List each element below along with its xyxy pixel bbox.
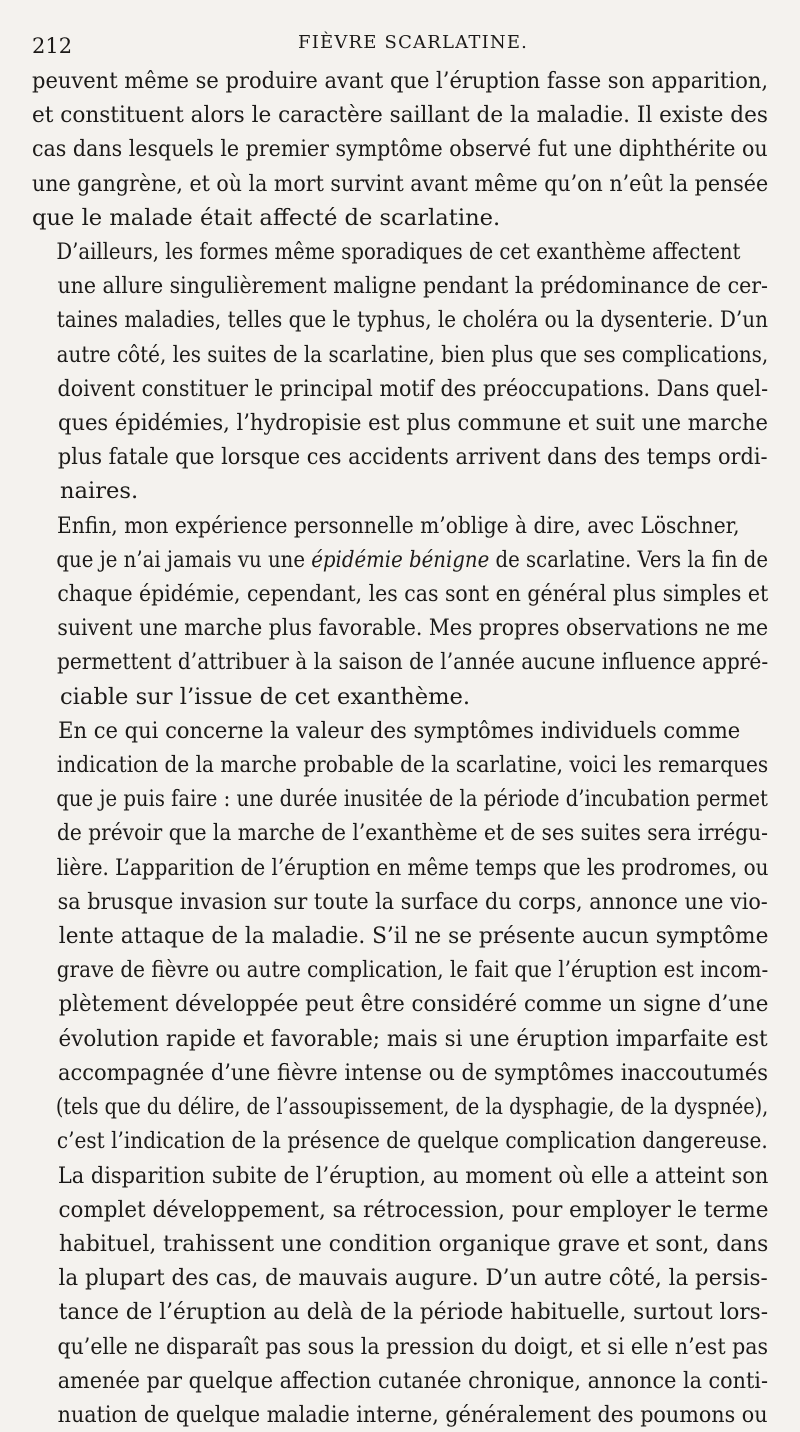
text-segment: complet développement, sa rétrocession, pour employer le terme bbox=[58, 1196, 769, 1223]
text-segment: grave de fièvre ou autre complication, le fait que l’éruption est incom- bbox=[56, 957, 769, 984]
text-line bbox=[32, 1398, 768, 1432]
text-line bbox=[32, 167, 769, 201]
text-segment: lière. L’apparition de l’éruption en même temps que les prodromes, ou bbox=[56, 854, 769, 881]
text-segment: c’est l’indication de la présence de quelque complication dangereuse. bbox=[56, 1128, 768, 1155]
text-line bbox=[32, 1090, 769, 1124]
text-segment: la plupart des cas, de mauvais augure. D’un autre côté, la persis- bbox=[58, 1265, 768, 1292]
text-line bbox=[32, 1364, 768, 1398]
text-segment: naires. bbox=[60, 478, 139, 505]
text-segment: lente attaque de la maladie. S’il ne se présente aucun symptôme bbox=[58, 923, 769, 950]
text-line bbox=[32, 919, 769, 953]
text-segment: que je n’ai jamais vu une bbox=[56, 546, 312, 573]
text-line bbox=[32, 235, 741, 269]
text-segment: accompagnée d’une fièvre intense ou de symptômes inaccoutumés bbox=[57, 1059, 769, 1086]
text-line bbox=[32, 1124, 768, 1158]
text-line bbox=[32, 98, 768, 132]
text-line bbox=[32, 132, 768, 166]
text-line bbox=[32, 64, 769, 98]
text-segment: suivent une marche plus favorable. Mes propres observations ne me bbox=[57, 615, 769, 642]
text-line bbox=[32, 372, 769, 406]
text-segment: chaque épidémie, cependant, les cas sont en général plus simples et bbox=[57, 581, 769, 608]
text-segment: Enfin, mon expérience personnelle m’oblige à dire, avec Löschner, bbox=[57, 512, 740, 539]
text-segment: de scarlatine. Vers la fin de bbox=[489, 546, 769, 573]
text-line bbox=[32, 816, 768, 850]
text-line bbox=[32, 1022, 768, 1056]
text-segment: cas dans lesquels le premier symptôme observé fut une diphthérite ou bbox=[32, 136, 768, 163]
text-line bbox=[32, 645, 769, 679]
text-segment: de prévoir que la marche de l’exanthème et de ses suites sera irrégu- bbox=[56, 820, 768, 847]
text-line bbox=[32, 885, 768, 919]
text-segment: plètement développée peut être considéré comme un signe d’une bbox=[58, 991, 769, 1018]
text-line bbox=[32, 406, 768, 440]
text-line bbox=[32, 269, 768, 303]
text-segment: permettent d’attribuer à la saison de l’année aucune influence appré- bbox=[56, 649, 769, 676]
text-line bbox=[32, 201, 768, 235]
text-line bbox=[32, 1159, 769, 1193]
text-line bbox=[32, 1193, 769, 1227]
text-line bbox=[32, 440, 768, 474]
text-line bbox=[32, 1261, 768, 1295]
text-line bbox=[32, 1330, 769, 1364]
text-line bbox=[32, 782, 768, 816]
text-segment: nuation de quelque maladie interne, généralement des poumons ou bbox=[57, 1401, 768, 1428]
text-segment: ciable sur l’issue de cet exanthème. bbox=[60, 683, 471, 710]
running-title: FIÈVRE SCARLATINE. bbox=[298, 32, 529, 53]
text-segment: D’ailleurs, les formes même sporadiques de cet exanthème affectent bbox=[56, 239, 741, 266]
text-segment: En ce qui concerne la valeur des symptômes individuels comme bbox=[58, 717, 741, 744]
text-segment: indication de la marche probable de la scarlatine, voici les remarques bbox=[56, 752, 769, 779]
text-line bbox=[32, 714, 741, 748]
paragraph bbox=[32, 509, 768, 714]
paragraph bbox=[32, 64, 768, 235]
text-segment: une gangrène, et où la mort survint avant même qu’on n’eût la pensée bbox=[32, 170, 769, 197]
paragraph bbox=[32, 235, 768, 509]
text-segment: évolution rapide et favorable; mais si une éruption imparfaite est bbox=[58, 1025, 768, 1052]
text-segment: qu’elle ne disparaît pas sous la pression du doigt, et si elle n’est pas bbox=[57, 1333, 769, 1360]
text-segment: taines maladies, telles que le typhus, le choléra ou la dysenterie. D’un bbox=[56, 307, 769, 334]
text-segment: habituel, trahissent une condition organique grave et sont, dans bbox=[58, 1230, 769, 1257]
text-segment: tance de l’éruption au delà de la période habituelle, surtout lors- bbox=[58, 1299, 769, 1326]
text-line bbox=[32, 303, 769, 337]
text-segment: doivent constituer le principal motif des préoccupations. Dans quel- bbox=[57, 375, 769, 402]
text-line bbox=[32, 474, 768, 508]
text-line bbox=[32, 851, 769, 885]
text-segment: plus fatale que lorsque ces accidents arrivent dans des temps ordi- bbox=[57, 444, 768, 471]
text-segment: autre côté, les suites de la scarlatine, bien plus que ses complications, bbox=[56, 341, 769, 368]
page-number: 212 bbox=[32, 34, 73, 58]
text-line bbox=[32, 953, 769, 987]
text-line bbox=[32, 987, 769, 1021]
text-line bbox=[32, 680, 768, 714]
text-segment: une allure singulièrement maligne pendant la prédominance de cer- bbox=[57, 273, 768, 300]
text-segment: peuvent même se produire avant que l’éruption fasse son apparition, bbox=[32, 68, 769, 94]
text-segment: La disparition subite de l’éruption, au moment où elle a atteint son bbox=[57, 1162, 769, 1189]
text-segment: sa brusque invasion sur toute la surface du corps, annonce une vio- bbox=[57, 888, 768, 915]
text-line bbox=[32, 577, 769, 611]
body-text bbox=[32, 64, 768, 1432]
text-segment: et constituent alors le caractère saillant de la maladie. Il existe des bbox=[32, 102, 768, 129]
text-line bbox=[32, 611, 769, 645]
text-segment: (tels que du délire, de l’assoupissement, de la dysphagie, de la dyspnée), bbox=[55, 1094, 769, 1121]
italic-text: épidémie bénigne bbox=[311, 546, 490, 573]
running-head bbox=[32, 30, 768, 64]
text-segment: que je puis faire : une durée inusitée de la période d’incubation permet bbox=[56, 786, 768, 813]
text-segment: ques épidémies, l’hydropisie est plus commune et suit une marche bbox=[58, 410, 768, 437]
text-line bbox=[32, 1227, 769, 1261]
text-line bbox=[32, 1056, 769, 1090]
text-line bbox=[32, 543, 769, 577]
text-segment: amenée par quelque affection cutanée chronique, annonce la conti- bbox=[57, 1367, 768, 1394]
paragraph bbox=[32, 714, 768, 1432]
text-line bbox=[32, 748, 769, 782]
text-segment: que le malade était affecté de scarlatine. bbox=[32, 204, 501, 231]
text-line bbox=[32, 338, 769, 372]
text-line bbox=[32, 509, 740, 543]
text-line bbox=[32, 1295, 769, 1329]
